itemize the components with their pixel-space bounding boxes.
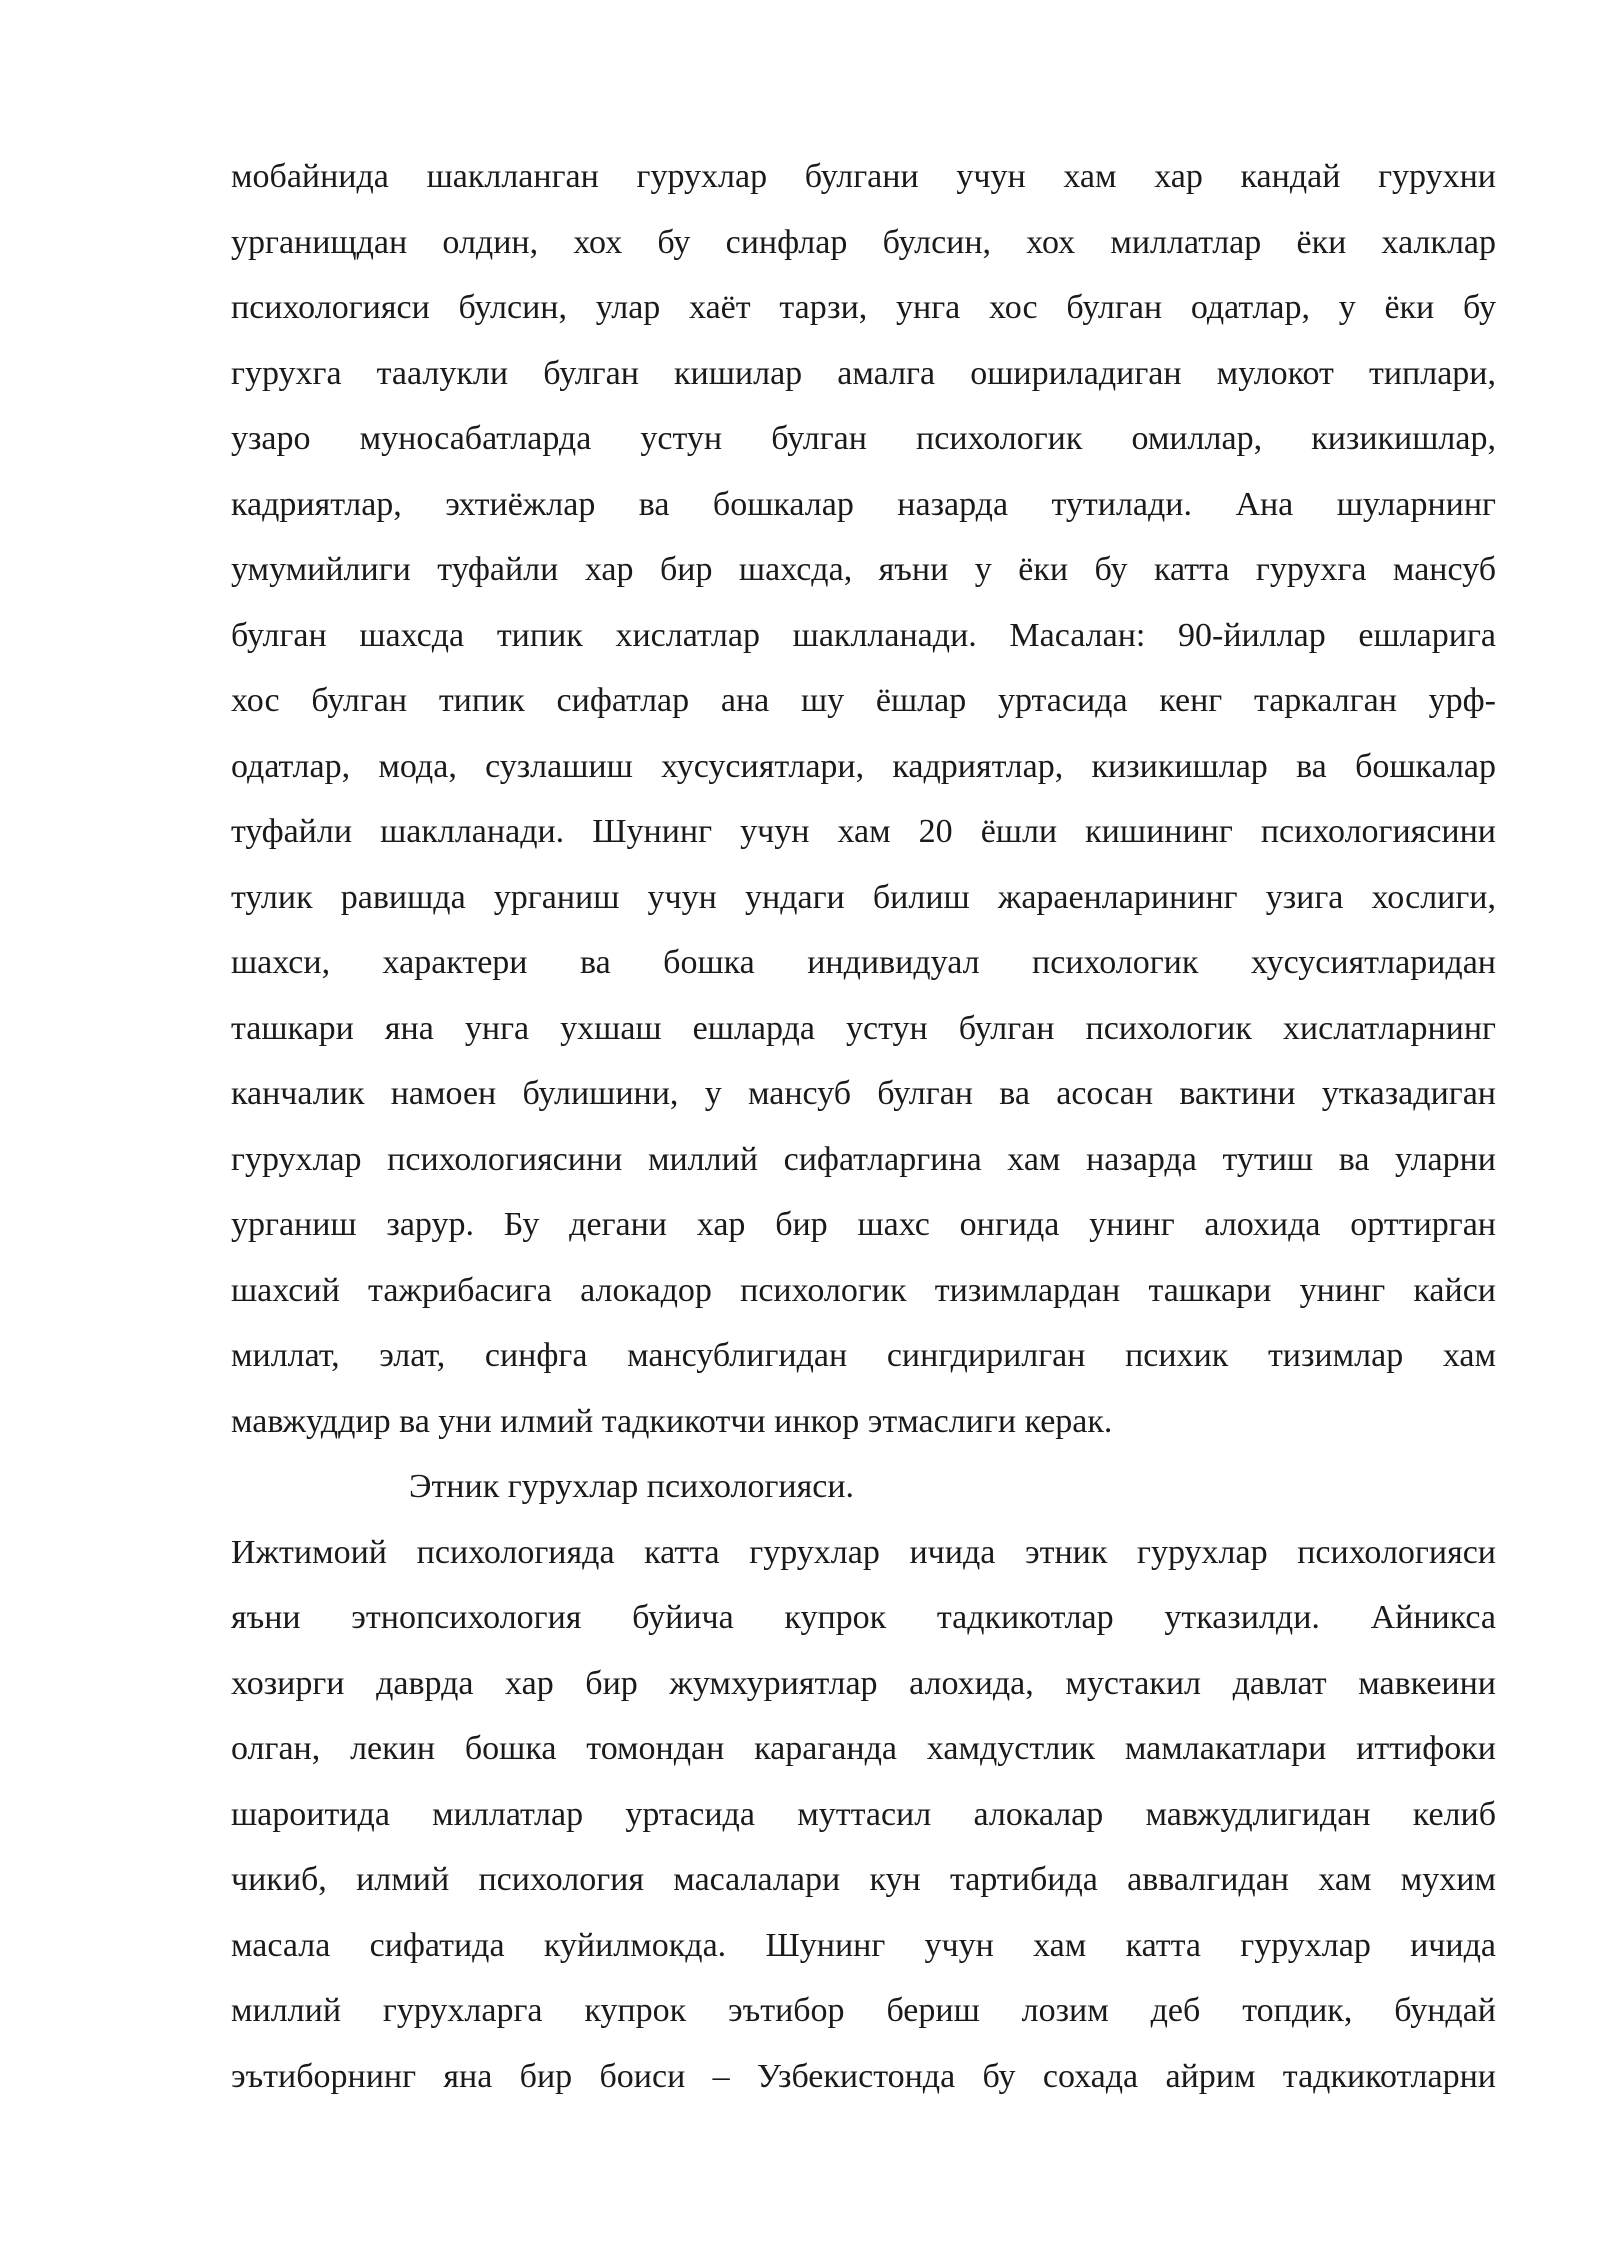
paragraph-1-line: туфайли шаклланади. Шунинг учун хам 20 ёшли кишининг психологиясини [231, 813, 1496, 850]
paragraph-1-line: психологияси булсин, улар хаёт тарзи, унга хос булган одатлар, у ёки бу [231, 289, 1496, 326]
paragraph-1-line: гурухга таалукли булган кишилар амалга ошириладиган мулокот типлари, [231, 354, 1496, 392]
paragraph-1-line: умумийлиги туфайли хар бир шахсда, яъни у ёки бу катта гурухга мансуб [231, 551, 1496, 588]
paragraph-1-line: ташкари яна унга ухшаш ешларда устун булган психологик хислатларнинг [231, 1009, 1496, 1047]
paragraph-1-line: тулик равишда урганиш учун ундаги билиш жараенларининг узига хослиги, [231, 878, 1496, 916]
paragraph-1-line: гурухлар психологиясини миллий сифатларгина хам назарда тутиш ва уларни [231, 1140, 1496, 1178]
paragraph-1-line: шахси, характери ва бошка индивидуал психологик хусусиятларидан [231, 944, 1496, 981]
paragraph-1-line: кадриятлар, эхтиёжлар ва бошкалар назарда тутилади. Ана шуларнинг [231, 485, 1496, 523]
paragraph-1-line: хос булган типик сифатлар ана шу ёшлар уртасида кенг таркалган урф- [231, 682, 1496, 719]
paragraph-2-line: масала сифатида куйилмокда. Шунинг учун хам катта гурухлар ичида [231, 1926, 1496, 1964]
paragraph-1-line: мобайнида шаклланган гурухлар булгани учун хам хар кандай гурухни [231, 158, 1496, 195]
section-heading: Этник гурухлар психологияси. [409, 1468, 855, 1505]
paragraph-1-line: урганищдан олдин, хох бу синфлар булсин, хох миллатлар ёки халклар [231, 223, 1496, 261]
paragraph-1-line: узаро муносабатларда устун булган психологик омиллар, кизикишлар, [231, 420, 1496, 457]
paragraph-2-line: миллий гурухларга купрок эътибор бериш лозим деб топдик, бундай [231, 1992, 1496, 2029]
paragraph-1-line: шахсий тажрибасига алокадор психологик тизимлардан ташкари унинг кайси [231, 1271, 1496, 1309]
paragraph-1-line: миллат, элат, синфга мансублигидан сингдирилган психик тизимлар хам [231, 1337, 1496, 1374]
paragraph-1-line: канчалик намоен булишини, у мансуб булган ва асосан вактини утказадиган [231, 1075, 1496, 1112]
paragraph-1-line: мавжуддир ва уни илмий тадкикотчи инкор этмаслиги керак. [231, 1402, 1113, 1440]
paragraph-1-line: урганиш зарур. Бу дегани хар бир шахс онгида унинг алохида орттирган [231, 1206, 1496, 1243]
document-body [231, 144, 1496, 2109]
paragraph-2-line: шароитида миллатлар уртасида муттасил алокалар мавжудлигидан келиб [231, 1795, 1496, 1833]
paragraph-1-line: булган шахсда типик хислатлар шаклланади. Масалан: 90-йиллар ешларига [231, 616, 1496, 654]
paragraph-1-line: одатлар, мода, сузлашиш хусусиятлари, кадриятлар, кизикишлар ва бошкалар [231, 747, 1496, 785]
paragraph-2-line: чикиб, илмий психология масалалари кун тартибида аввалгидан хам мухим [231, 1861, 1496, 1898]
paragraph-2-line: Ижтимоий психологияда катта гурухлар ичида этник гурухлар психологияси [231, 1533, 1496, 1571]
paragraph-2-line: эътиборнинг яна бир боиси – Узбекистонда бу сохада айрим тадкикотларни [231, 2057, 1496, 2095]
paragraph-2-line: яъни этнопсихология буйича купрок тадкикотлар утказилди. Айникса [231, 1599, 1496, 1636]
paragraph-2-line: хозирги даврда хар бир жумхуриятлар алохида, мустакил давлат мавкеини [231, 1664, 1496, 1702]
paragraph-2-line: олган, лекин бошка томондан караганда хамдустлик мамлакатлари иттифоки [231, 1730, 1496, 1767]
